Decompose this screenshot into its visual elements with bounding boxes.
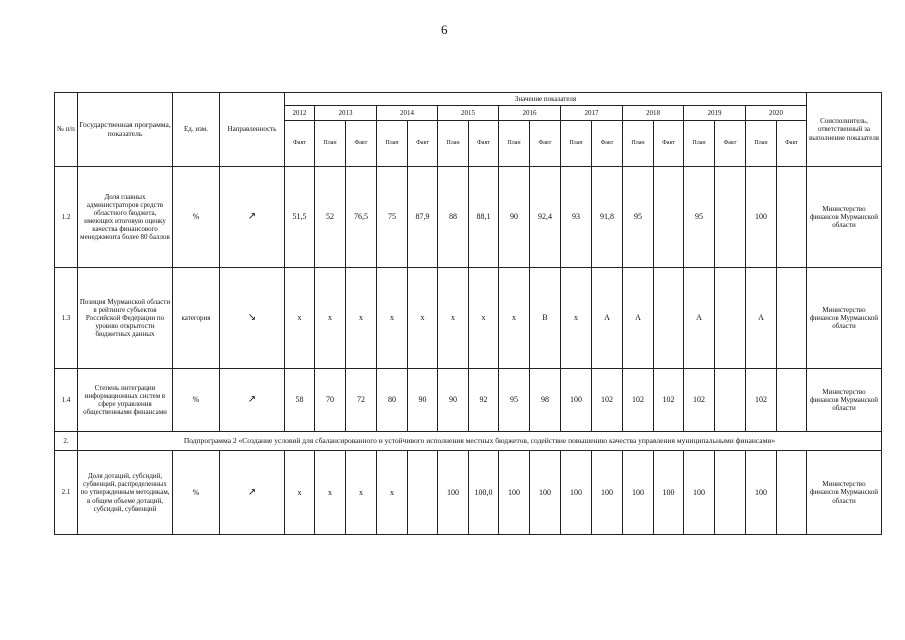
value-cell: 95	[684, 167, 715, 268]
value-cell: A	[684, 268, 715, 369]
coexecutor-cell: Министерство финансов Мурманской области	[807, 369, 882, 432]
value-cell: 93	[561, 167, 592, 268]
value-cell: 80	[377, 369, 408, 432]
year-2015: 2015	[438, 106, 499, 121]
row-num: 2.1	[55, 451, 78, 535]
indicator-name: Позиция Мурманской области в рейтинге субъектов Российской Федерации по уровню открытости бюджетных данных	[78, 268, 173, 369]
value-cell: 100	[530, 451, 561, 535]
coexecutor-cell: Министерство финансов Мурманской области	[807, 167, 882, 268]
table-row	[55, 451, 882, 535]
direction-up-icon: ↗	[220, 451, 285, 535]
subheader-fact: Факт	[777, 121, 807, 167]
value-cell	[654, 268, 684, 369]
value-cell	[408, 451, 438, 535]
value-cell: 87,9	[408, 167, 438, 268]
value-cell: 102	[746, 369, 777, 432]
value-cell: 90	[499, 167, 530, 268]
table-row	[55, 167, 882, 268]
value-cell	[777, 167, 807, 268]
value-cell: x	[315, 451, 346, 535]
indicator-table	[54, 92, 882, 535]
value-cell: 98	[530, 369, 561, 432]
value-cell	[777, 369, 807, 432]
value-cell: x	[561, 268, 592, 369]
value-cell: 100	[684, 451, 715, 535]
value-cell: 51,5	[285, 167, 315, 268]
header-program: Государственная программа, показатель	[78, 93, 173, 167]
value-cell: x	[438, 268, 469, 369]
unit-cell: %	[173, 451, 220, 535]
indicator-name: Доля главных администраторов средств областного бюджета, имеющих итоговую оценку качества финансового менеджмента более 80 баллов	[78, 167, 173, 268]
unit-cell: %	[173, 167, 220, 268]
value-cell: 95	[623, 167, 654, 268]
header-band: Значение показателя	[285, 93, 807, 106]
subheader-fact: Факт	[285, 121, 315, 167]
value-cell: 102	[654, 369, 684, 432]
direction-up-icon: ↗	[220, 167, 285, 268]
indicator-name: Степень интеграции информационных систем в сфере управления общественными финансами	[78, 369, 173, 432]
value-cell: 88,1	[469, 167, 499, 268]
year-2018: 2018	[623, 106, 684, 121]
value-cell: A	[623, 268, 654, 369]
value-cell: 75	[377, 167, 408, 268]
row-num: 1.4	[55, 369, 78, 432]
indicator-name: Доля дотаций, субсидий, субвенций, распределенных по утвержденным методикам, в общем объеме дотаций, субсидий, субвенций	[78, 451, 173, 535]
value-cell: 100	[561, 451, 592, 535]
value-cell: 52	[315, 167, 346, 268]
value-cell: 102	[592, 369, 623, 432]
value-cell: A	[746, 268, 777, 369]
direction-up-icon: ↗	[220, 369, 285, 432]
direction-down-icon: ↘	[220, 268, 285, 369]
value-cell: x	[285, 451, 315, 535]
value-cell: 70	[315, 369, 346, 432]
year-2013: 2013	[315, 106, 377, 121]
subheader-plan: План	[623, 121, 654, 167]
value-cell: x	[346, 268, 377, 369]
value-cell: x	[377, 451, 408, 535]
subprogram-title: Подпрограмма 2 «Создание условий для сбалансированного и устойчивого исполнения местных бюджетов, содействие повышению качества управления муниципальными финансами»	[78, 432, 882, 451]
year-2014: 2014	[377, 106, 438, 121]
coexecutor-cell: Министерство финансов Мурманской области	[807, 451, 882, 535]
value-cell: 88	[438, 167, 469, 268]
subheader-fact: Факт	[530, 121, 561, 167]
header-direction: Направленность	[220, 93, 285, 167]
subheader-fact: Факт	[469, 121, 499, 167]
value-cell: 100	[561, 369, 592, 432]
value-cell: x	[408, 268, 438, 369]
value-cell: 90	[408, 369, 438, 432]
year-2012: 2012	[285, 106, 315, 121]
value-cell: 102	[623, 369, 654, 432]
header-num: № п/п	[55, 93, 78, 167]
subheader-fact: Факт	[654, 121, 684, 167]
subprogram-row	[55, 432, 882, 451]
value-cell: x	[469, 268, 499, 369]
value-cell	[715, 451, 746, 535]
value-cell: 58	[285, 369, 315, 432]
value-cell	[777, 451, 807, 535]
value-cell: 95	[499, 369, 530, 432]
year-2017: 2017	[561, 106, 623, 121]
subheader-plan: План	[499, 121, 530, 167]
subheader-plan: План	[561, 121, 592, 167]
value-cell: 92	[469, 369, 499, 432]
value-cell: A	[592, 268, 623, 369]
value-cell: x	[377, 268, 408, 369]
year-2019: 2019	[684, 106, 746, 121]
year-2020: 2020	[746, 106, 807, 121]
value-cell: 72	[346, 369, 377, 432]
page-number: 6	[441, 22, 448, 37]
subheader-plan: План	[684, 121, 715, 167]
subheader-fact: Факт	[408, 121, 438, 167]
value-cell: 92,4	[530, 167, 561, 268]
subheader-plan: План	[377, 121, 408, 167]
value-cell: B	[530, 268, 561, 369]
subheader-fact: Факт	[346, 121, 377, 167]
subheader-fact: Факт	[592, 121, 623, 167]
value-cell: 100	[592, 451, 623, 535]
value-cell: 100	[746, 451, 777, 535]
value-cell: 100	[623, 451, 654, 535]
value-cell: 100	[746, 167, 777, 268]
value-cell: 91,8	[592, 167, 623, 268]
header-unit: Ед. изм.	[173, 93, 220, 167]
row-num: 1.3	[55, 268, 78, 369]
value-cell: 90	[438, 369, 469, 432]
subprogram-num: 2.	[55, 432, 78, 451]
value-cell: 100,0	[469, 451, 499, 535]
table-row	[55, 369, 882, 432]
value-cell	[777, 268, 807, 369]
table-row	[55, 268, 882, 369]
unit-cell: %	[173, 369, 220, 432]
unit-cell: категория	[173, 268, 220, 369]
value-cell: x	[315, 268, 346, 369]
subheader-plan: План	[746, 121, 777, 167]
value-cell: 100	[654, 451, 684, 535]
value-cell: 100	[438, 451, 469, 535]
value-cell: 102	[684, 369, 715, 432]
row-num: 1.2	[55, 167, 78, 268]
value-cell	[654, 167, 684, 268]
value-cell	[715, 167, 746, 268]
value-cell: x	[285, 268, 315, 369]
year-2016: 2016	[499, 106, 561, 121]
subheader-fact: Факт	[715, 121, 746, 167]
subheader-plan: План	[315, 121, 346, 167]
subheader-plan: План	[438, 121, 469, 167]
value-cell	[715, 268, 746, 369]
value-cell: 76,5	[346, 167, 377, 268]
value-cell: x	[346, 451, 377, 535]
coexecutor-cell: Министерство финансов Мурманской области	[807, 268, 882, 369]
value-cell	[715, 369, 746, 432]
header-coexecutor: Соисполнитель, ответственный за выполнение показателя	[807, 93, 882, 167]
value-cell: x	[499, 268, 530, 369]
value-cell: 100	[499, 451, 530, 535]
